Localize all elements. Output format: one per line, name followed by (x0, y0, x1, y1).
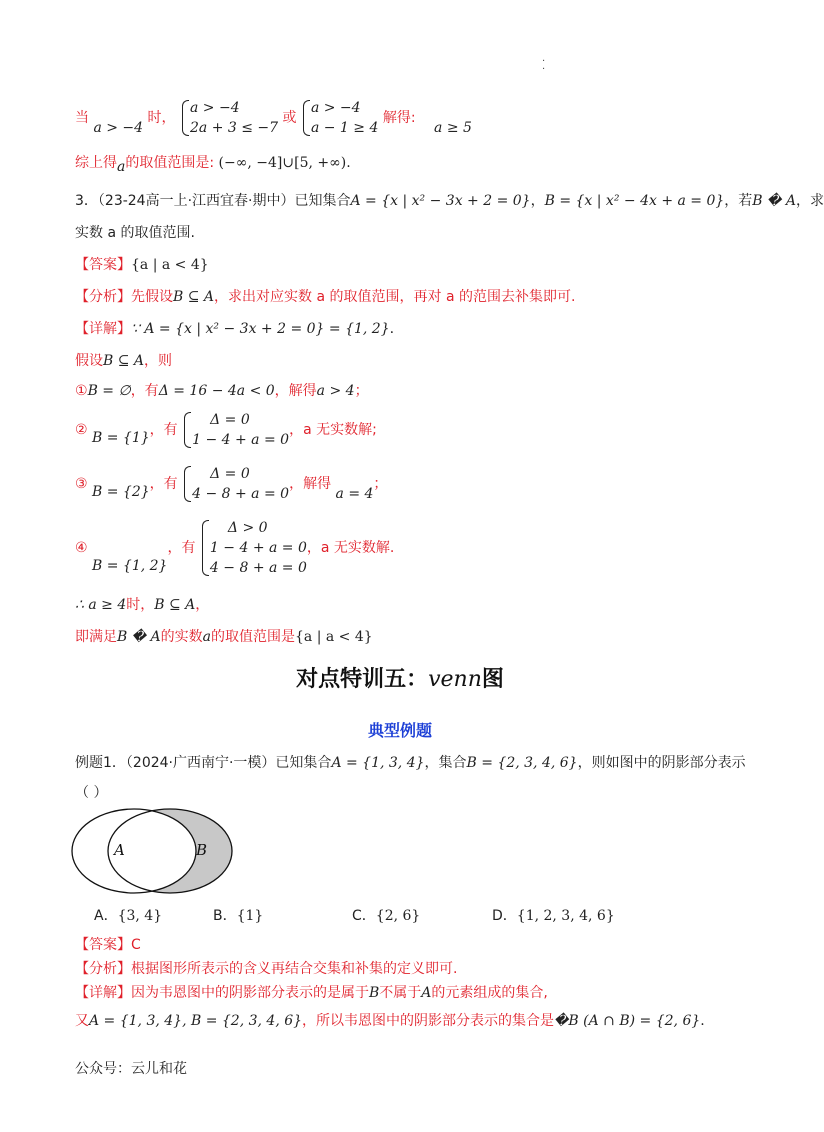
case1-num: ① (75, 383, 88, 399)
ex1-final-t0: 又 (75, 1013, 89, 1029)
ex1-tail: ，则如图中的阴影部分表示 (577, 755, 746, 771)
section-title (0, 662, 800, 693)
ex1-mid: ，集合 (424, 755, 467, 771)
analysis-math: B ⊆ A (173, 289, 215, 305)
conclude1-math2: B ⊆ A (154, 597, 196, 613)
case1-t1: ，有 (130, 383, 159, 399)
assume-text-b: ，则 (144, 353, 173, 369)
case4-math: B = {1, 2} (92, 558, 168, 574)
option-letter: D． (492, 908, 517, 924)
detail-line (75, 318, 394, 340)
ex1-final-line (75, 1010, 705, 1032)
assume-text-a: 假设 (75, 353, 103, 369)
conclude1-line (75, 594, 209, 616)
conclude2-math: B � A (117, 629, 161, 645)
summary-var: a (117, 159, 126, 175)
sys-row: Δ > 0 (227, 520, 268, 536)
option-value: {1} (236, 908, 264, 924)
case3-math: B = {2} (92, 484, 150, 500)
case4-t1: ，有 (167, 540, 196, 556)
sys-row: Δ = 0 (210, 466, 250, 482)
q3-line2: 实数 a 的取值范围. (75, 225, 195, 241)
section-title-end: 图 (481, 667, 504, 692)
case3-line (75, 464, 387, 508)
section-title-em: venn (428, 667, 482, 692)
ex1-answer-line (75, 934, 141, 956)
sys-row: 4 − 8 + a = 0 (209, 560, 307, 576)
analysis-line (75, 286, 575, 308)
case4-num: ④ (75, 540, 88, 556)
ex1-detail-b: B (369, 985, 380, 1001)
ex1-analysis-label: 【分析】 (75, 961, 131, 977)
answer-line (75, 254, 209, 276)
summary-line (75, 152, 351, 174)
case1-line (75, 380, 369, 402)
detail-math: ∵ A = {x | x² − 3x + 2 = 0} = {1, 2} (131, 321, 390, 337)
prev-when: 当 (75, 110, 89, 126)
summary-range: (−∞, −4]∪[5, +∞) (218, 155, 347, 171)
option-d[interactable] (492, 905, 615, 925)
case3-math3: a = 4 (335, 486, 374, 502)
ex1-line1 (75, 752, 746, 774)
sys-row: a > −4 (310, 100, 361, 116)
case1-math: B = ∅ (87, 383, 131, 399)
ex1-analysis-line (75, 958, 457, 980)
footer-text: 公众号：云儿和花 (75, 1061, 187, 1077)
ex1-answer-label: 【答案】 (75, 937, 131, 953)
answer-label: 【答案】 (75, 257, 131, 273)
prev-solve: 解得: (382, 110, 416, 126)
header-mark: · · (542, 56, 546, 75)
case4-system (200, 518, 307, 578)
conclude1-t2: ， (195, 597, 210, 613)
sys-row: 2a + 3 ≤ −7 (189, 120, 279, 136)
prev-system-1 (180, 98, 278, 138)
case3-t1: ，有 (149, 476, 178, 492)
case2-t1: ，有 (149, 422, 178, 438)
prev-cond: a > −4 (93, 120, 144, 136)
q3-stem: 3．（23-24高一上·江西宜春·期中）已知集合 (75, 193, 351, 209)
ex1-detail-a: A (421, 985, 432, 1001)
case3-num: ③ (75, 476, 88, 492)
ex1-final-math1: A = {1, 3, 4}, B = {2, 3, 4, 6} (89, 1013, 303, 1029)
option-c[interactable] (352, 905, 420, 925)
case2-t2: ， (289, 422, 304, 438)
case2-math: B = {1} (92, 430, 150, 446)
ex1-final-t2: . (700, 1013, 705, 1029)
option-letter: B． (213, 908, 237, 924)
prev-shi: 时， (147, 110, 176, 126)
ex1-detail-text-b: 不属于 (379, 985, 422, 1001)
case4-t2: ， (306, 540, 321, 556)
case3-t2: ，解得 (289, 476, 332, 492)
option-value: {1, 2, 3, 4, 6} (516, 908, 615, 924)
detail-end: . (389, 321, 395, 337)
case2-num: ② (75, 422, 88, 438)
case1-t3: ； (354, 383, 369, 399)
option-value: {2, 6} (375, 908, 421, 924)
analysis-text-b: ，求出对应实数 a 的取值范围，再对 a 的范围去补集即可. (214, 289, 576, 305)
ex1-detail-label: 【详解】 (75, 985, 131, 1001)
option-b[interactable] (213, 905, 263, 925)
sys-row: 1 − 4 + a = 0 (209, 540, 307, 556)
q3-setA: A = {x | x² − 3x + 2 = 0} (350, 193, 531, 209)
case2-system (182, 410, 289, 450)
ex1-setB: B = {2, 3, 4, 6} (466, 755, 578, 771)
venn-label-b: B (196, 841, 208, 859)
ex1-detail-line (75, 982, 548, 1004)
sys-row: a > −4 (189, 100, 240, 116)
prev-case-line (75, 98, 472, 142)
section-title-text: 对点特训五： (296, 667, 429, 692)
ex1-analysis-text: 根据图形所表示的含义再结合交集和补集的定义即可. (131, 961, 458, 977)
case1-math2: Δ = 16 − 4a < 0 (158, 383, 275, 399)
sys-row: a − 1 ≥ 4 (310, 120, 379, 136)
case1-math3: a > 4 (316, 383, 355, 399)
ex1-line2: （ ） (75, 785, 108, 801)
case2-t3: a 无实数解; (303, 422, 377, 438)
venn-label-a: A (114, 841, 125, 859)
ex1-final-math2: �B (A ∩ B) = {2, 6} (554, 1013, 701, 1029)
analysis-label: 【分析】 (75, 289, 131, 305)
assume-math: B ⊆ A (103, 353, 145, 369)
conclude2-math2: {a | a < 4} (295, 629, 373, 645)
ex1-setA: A = {1, 3, 4} (331, 755, 425, 771)
q3-line1 (75, 190, 824, 212)
ex1-stem: 例题1．（2024·广西南宁·一模）已知集合 (75, 755, 332, 771)
conclude2-t3: 的取值范围是 (211, 629, 296, 645)
case3-system (182, 464, 289, 504)
conclude2-t2: 的实数 (160, 629, 203, 645)
ex1-detail-text-a: 因为韦恩图中的阴影部分表示的是属于 (131, 985, 369, 1001)
venn-diagram (68, 808, 238, 896)
summary-text2: 的取值范围是: (125, 155, 215, 171)
ex1-answer-value: C (131, 937, 141, 953)
conclude1-t1: 时， (126, 597, 155, 613)
option-a[interactable] (94, 905, 162, 925)
sys-row: Δ = 0 (210, 412, 250, 428)
case3-t3: ； (373, 476, 388, 492)
case4-line (75, 518, 394, 584)
q3-ask: ，求 (795, 193, 824, 209)
conclude1-math: ∴ a ≥ 4 (75, 597, 127, 613)
case1-t2: ，解得 (274, 383, 317, 399)
sys-row: 4 − 8 + a = 0 (192, 486, 290, 502)
case2-line (75, 410, 377, 454)
prev-or: 或 (282, 110, 297, 126)
answer-value: {a | a < 4} (131, 257, 209, 273)
prev-result: a ≥ 5 (434, 120, 472, 136)
option-value: {3, 4} (117, 908, 163, 924)
q3-cond: ，若 (724, 193, 753, 209)
sys-row: 1 − 4 + a = 0 (192, 432, 290, 448)
subsection-title: 典型例题 (367, 721, 432, 740)
option-letter: C． (352, 908, 376, 924)
q3-setB: B = {x | x² − 4x + a = 0} (544, 193, 725, 209)
ex1-detail-text-c: 的元素组成的集合, (431, 985, 548, 1001)
q3-rel: B � A (752, 193, 796, 209)
summary-text: 综上得 (75, 155, 117, 171)
detail-label: 【详解】 (75, 321, 131, 337)
summary-end: . (346, 155, 351, 171)
prev-system-2 (301, 98, 378, 138)
conclude2-var: a (202, 629, 212, 645)
option-letter: A． (94, 908, 118, 924)
ex1-final-t1: ，所以韦恩图中的阴影部分表示的集合是 (302, 1013, 555, 1029)
q3-comma: ， (530, 193, 545, 209)
conclude2-line (75, 626, 373, 648)
conclude2-t1: 即满足 (75, 629, 117, 645)
analysis-text-a: 先假设 (131, 289, 173, 305)
case4-t3: a 无实数解. (320, 540, 395, 556)
assume-line (75, 350, 172, 372)
